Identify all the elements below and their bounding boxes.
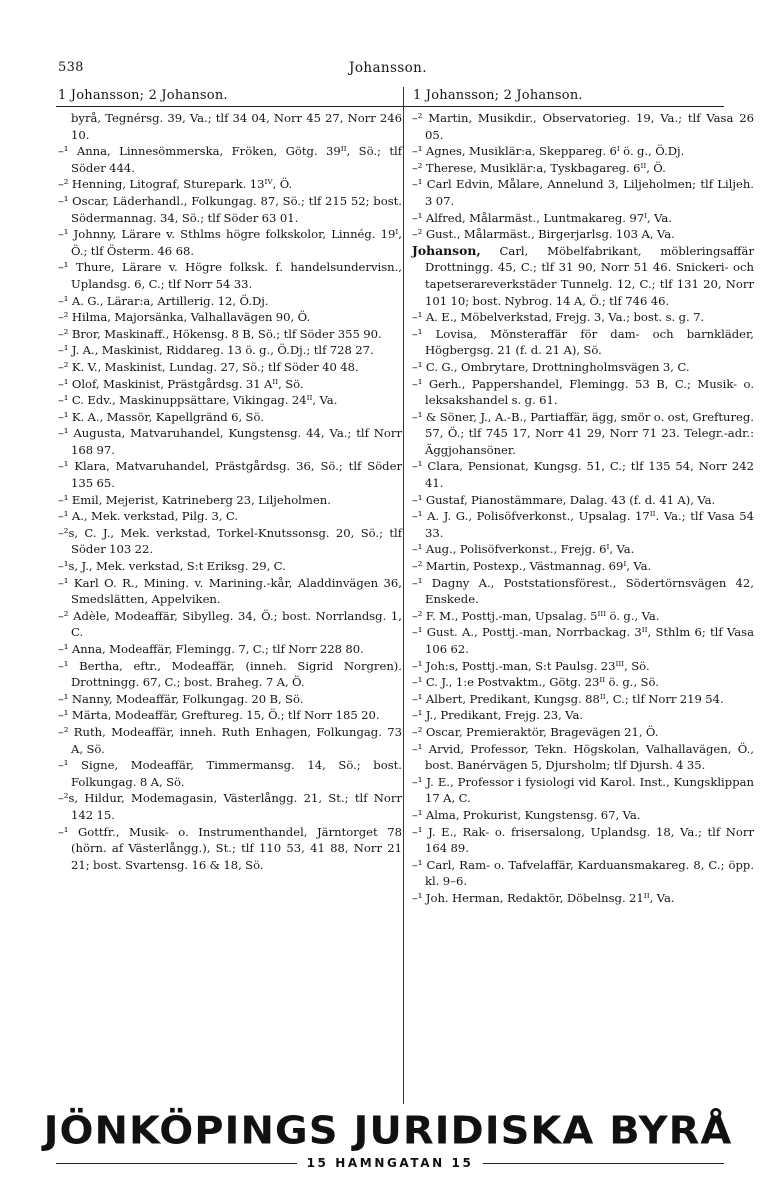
directory-entry: –² Bror, Maskinaff., Hökensg. 8 B, Sö.; tlf Söder 355 90. — [58, 326, 382, 341]
directory-entry: –¹ Anna, Modeaffär, Flemingg. 7, C.; tlf Norr 228 80. — [58, 642, 364, 656]
directory-entry: –² Oscar, Premieraktör, Bragevägen 21, Ö. — [412, 724, 659, 739]
directory-entry: –¹ Gustaf, Pianostämmare, Dalag. 43 (f. d. 41 A), Va. — [412, 492, 716, 507]
directory-entry: –² F. M., Posttj.-man, Upsalag. 5ᴵᴵᴵ ö. g., Va. — [412, 608, 660, 623]
directory-entry: –¹ A., Mek. verkstad, Pilg. 3, C. — [58, 509, 239, 524]
directory-entry: –¹ Oscar, Läderhandl., Folkungag. 87, Sö.; tlf 215 52; bost. Södermannag. 34, Sö.; tlf Söder 63 01. — [58, 193, 402, 225]
directory-entry: –¹ Carl Edvin, Målare, Annelund 3, Liljeholmen; tlf Liljeh. 3 07. — [412, 177, 754, 208]
directory-entry: –¹ Anna, Linnesömmerska, Fröken, Götg. 39ᴵᴵ, Sö.; tlf Söder 444. — [58, 144, 402, 175]
directory-entry: –¹ Johnny, Lärare v. Sthlms högre folkskolor, Linnég. 19ᴵ, Ö.; tlf Österm. 46 68. — [58, 227, 402, 258]
column-divider — [403, 87, 404, 1104]
left-column — [58, 110, 402, 873]
running-title: Johansson. — [349, 60, 427, 76]
directory-entry: –² Martin, Postexp., Västmannag. 69ᴵ, Va. — [412, 559, 652, 574]
directory-entry: –¹ J. E., Rak- o. frisersalong, Uplandsg. 18, Va.; tlf Norr 164 89. — [412, 824, 754, 856]
right-column-guide: 1 Johansson; 2 Johanson. — [413, 88, 583, 103]
page-number: 538 — [58, 60, 84, 75]
directory-entry: –¹ Märta, Modeaffär, Greftureg. 15, Ö.; tlf Norr 185 20. — [58, 708, 380, 723]
directory-entry: –¹ C. G., Ombrytare, Drottningholmsvägen 3, C. — [412, 359, 690, 374]
directory-entry: –¹ Agnes, Musiklär:a, Skeppareg. 6ᴵ ö. g., Ö.Dj. — [412, 144, 685, 159]
right-column — [412, 110, 754, 907]
directory-entry: –¹ Aug., Polisöfverkonst., Frejg. 6ᴵ, Va. — [412, 542, 635, 557]
directory-entry: –¹ Albert, Predikant, Kungsg. 88ᴵᴵ, C.; tlf Norr 219 54. — [412, 691, 724, 706]
directory-entry: –¹ J. A., Maskinist, Riddareg. 13 ö. g., Ö.Dj.; tlf 728 27. — [58, 343, 374, 358]
directory-entry: –¹ Dagny A., Poststationsförest., Södertörnsvägen 42, Enskede. — [412, 575, 754, 607]
advertisement-rule-left — [56, 1163, 297, 1164]
directory-entry: –¹ Clara, Pensionat, Kungsg. 51, C.; tlf 135 54, Norr 242 41. — [412, 459, 754, 491]
directory-entry: –¹ Olof, Maskinist, Prästgårdsg. 31 Aᴵᴵ, Sö. — [58, 376, 304, 391]
directory-entry: –¹ Emil, Mejerist, Katrineberg 23, Liljeholmen. — [58, 492, 331, 507]
header-rule — [56, 106, 724, 107]
directory-entry: –¹ Thure, Lärare v. Högre folksk. f. handelsundervisn., Uplandsg. 6, C.; tlf Norr 54 33. — [58, 260, 402, 291]
directory-entry: –² Adèle, Modeaffär, Sibylleg. 34, Ö.; bost. Norrlandsg. 1, C. — [58, 608, 402, 640]
advertisement-address-row — [56, 1155, 724, 1171]
directory-entry: –¹ Joh:s, Posttj.-man, S:t Paulsg. 23ᴵᴵᴵ, Sö. — [412, 658, 650, 673]
directory-entry: –¹ & Söner, J., A.-B., Partiaffär, ägg, smör o. ost, Greftureg. 57, Ö.; tlf 745 17, Norr 41 29, Norr 71 23. Telegr.-adr.: Äggjohansöner. — [412, 409, 754, 457]
advertisement-title: JÖNKÖPINGS JURIDISKA BYRÅ — [43, 1109, 733, 1153]
directory-entry: –¹ Nanny, Modeaffär, Folkungag. 20 B, Sö. — [58, 691, 304, 706]
directory-entry: –¹ K. A., Massör, Kapellgränd 6, Sö. — [58, 409, 264, 424]
directory-entry: –¹ Carl, Ram- o. Tafvelaffär, Karduansmakareg. 8, C.; öpp. kl. 9–6. — [412, 857, 754, 889]
directory-entry: –¹ Gerh., Pappershandel, Flemingg. 53 B, C.; Musik- o. leksakshandel s. g. 61. — [412, 376, 754, 408]
directory-entry: –¹ Signe, Modeaffär, Timmermansg. 14, Sö.; bost. Folkungag. 8 A, Sö. — [58, 758, 402, 789]
directory-entry: –²s, C. J., Mek. verkstad, Torkel-Knutssonsg. 20, Sö.; tlf Söder 103 22. — [58, 525, 402, 557]
directory-entry: –¹ Lovisa, Mönsteraffär för dam- och barnkläder, Högbergsg. 21 (f. d. 21 A), Sö. — [412, 326, 754, 358]
directory-entry: –¹ Bertha, eftr., Modeaffär, (inneh. Sigrid Norgren). Drottningg. 67, C.; bost. Braheg. 7 A, Ö. — [58, 658, 402, 690]
entry-text: Carl, Möbelfabrikant, möbleringsaffär Drottningg. 45, C.; tlf 31 90, Norr 51 46. Snickeri- och tapetserareverkstäder Tunnelg. 12, C.; tlf 131 20, Norr 101 10; bost. Nybrog. 14 A, Ö.; tlf 746 46. — [425, 243, 754, 308]
directory-entry: –¹ A. E., Möbelverkstad, Frejg. 3, Va.; bost. s. g. 7. — [412, 310, 705, 325]
directory-entry: –¹s, J., Mek. verkstad, S:t Eriksg. 29, C. — [58, 559, 286, 574]
directory-entry: –¹ Alfred, Målarmäst., Luntmakareg. 97ᴵ, Va. — [412, 210, 672, 225]
directory-entry: –¹ Klara, Matvaruhandel, Prästgårdsg. 36, Sö.; tlf Söder 135 65. — [58, 459, 402, 491]
directory-entry: –¹ Arvid, Professor, Tekn. Högskolan, Valhallavägen, Ö., bost. Banérvägen 5, Djursholm; tlf Djursh. 4 35. — [412, 741, 754, 773]
directory-entry: –¹ A. G., Lärar:a, Artillerig. 12, Ö.Dj. — [58, 293, 269, 308]
entry-surname: Johanson, — [412, 242, 481, 258]
directory-entry: –¹ Karl O. R., Mining. v. Marining.-kår, Aladdinvägen 36, Smedslätten, Appelviken. — [58, 575, 402, 607]
directory-entry: –¹ C. J., 1:e Postvaktm., Götg. 23ᴵᴵ ö. g., Sö. — [412, 675, 659, 690]
directory-entry: –¹ Joh. Herman, Redaktör, Döbelnsg. 21ᴵᴵ, Va. — [412, 890, 675, 905]
directory-entry: –²s, Hildur, Modemagasin, Västerlångg. 21, St.; tlf Norr 142 15. — [58, 791, 402, 822]
directory-entry: –¹ Alma, Prokurist, Kungstensg. 67, Va. — [412, 807, 641, 822]
directory-entry: –¹ Gust. A., Posttj.-man, Norrbackag. 3ᴵᴵ, Sthlm 6; tlf Vasa 106 62. — [412, 625, 754, 656]
left-column-guide: 1 Johansson; 2 Johanson. — [58, 88, 228, 103]
directory-entry: –² Martin, Musikdir., Observatorieg. 19, Va.; tlf Vasa 26 05. — [412, 111, 754, 142]
directory-entry: –¹ Augusta, Matvaruhandel, Kungstensg. 44, Va.; tlf Norr 168 97. — [58, 426, 402, 457]
advertisement-rule-right — [483, 1163, 724, 1164]
directory-entry — [412, 243, 754, 309]
directory-entry: –² Ruth, Modeaffär, inneh. Ruth Enhagen, Folkungag. 73 A, Sö. — [58, 724, 402, 756]
directory-entry: –² Henning, Litograf, Sturepark. 13ᴵⱽ, Ö. — [58, 177, 293, 192]
directory-entry: –¹ C. Edv., Maskinuppsättare, Vikingag. 24ᴵᴵ, Va. — [58, 393, 338, 408]
directory-entry: –² Gust., Målarmäst., Birgerjarlsg. 103 A, Va. — [412, 227, 675, 242]
directory-entry: –¹ A. J. G., Polisöfverkonst., Upsalag. 17ᴵᴵ. Va.; tlf Vasa 54 33. — [412, 509, 754, 540]
advertisement-address: 15 HAMNGATAN 15 — [306, 1156, 474, 1170]
directory-entry: –² Hilma, Majorsänka, Valhallavägen 90, Ö. — [58, 310, 311, 325]
directory-entry: –² Therese, Musiklär:a, Tyskbagareg. 6ᴵᴵ, Ö. — [412, 160, 666, 175]
directory-entry: –¹ Gottfr., Musik- o. Instrumenthandel, Järntorget 78 (hörn. af Västerlångg.), St.; tlf 110 53, 41 88, Norr 21 21; bost. Svartensg. 16 & 18, Sö. — [58, 824, 402, 872]
directory-entry: byrå, Tegnérsg. 39, Va.; tlf 34 04, Norr 45 27, Norr 246 10. — [71, 111, 402, 142]
directory-entry: –¹ J., Predikant, Frejg. 23, Va. — [412, 708, 584, 723]
directory-entry: –¹ J. E., Professor i fysiologi vid Karol. Inst., Kungsklippan 17 A, C. — [412, 774, 754, 806]
directory-entry: –² K. V., Maskinist, Lundag. 27, Sö.; tlf Söder 40 48. — [58, 359, 359, 374]
